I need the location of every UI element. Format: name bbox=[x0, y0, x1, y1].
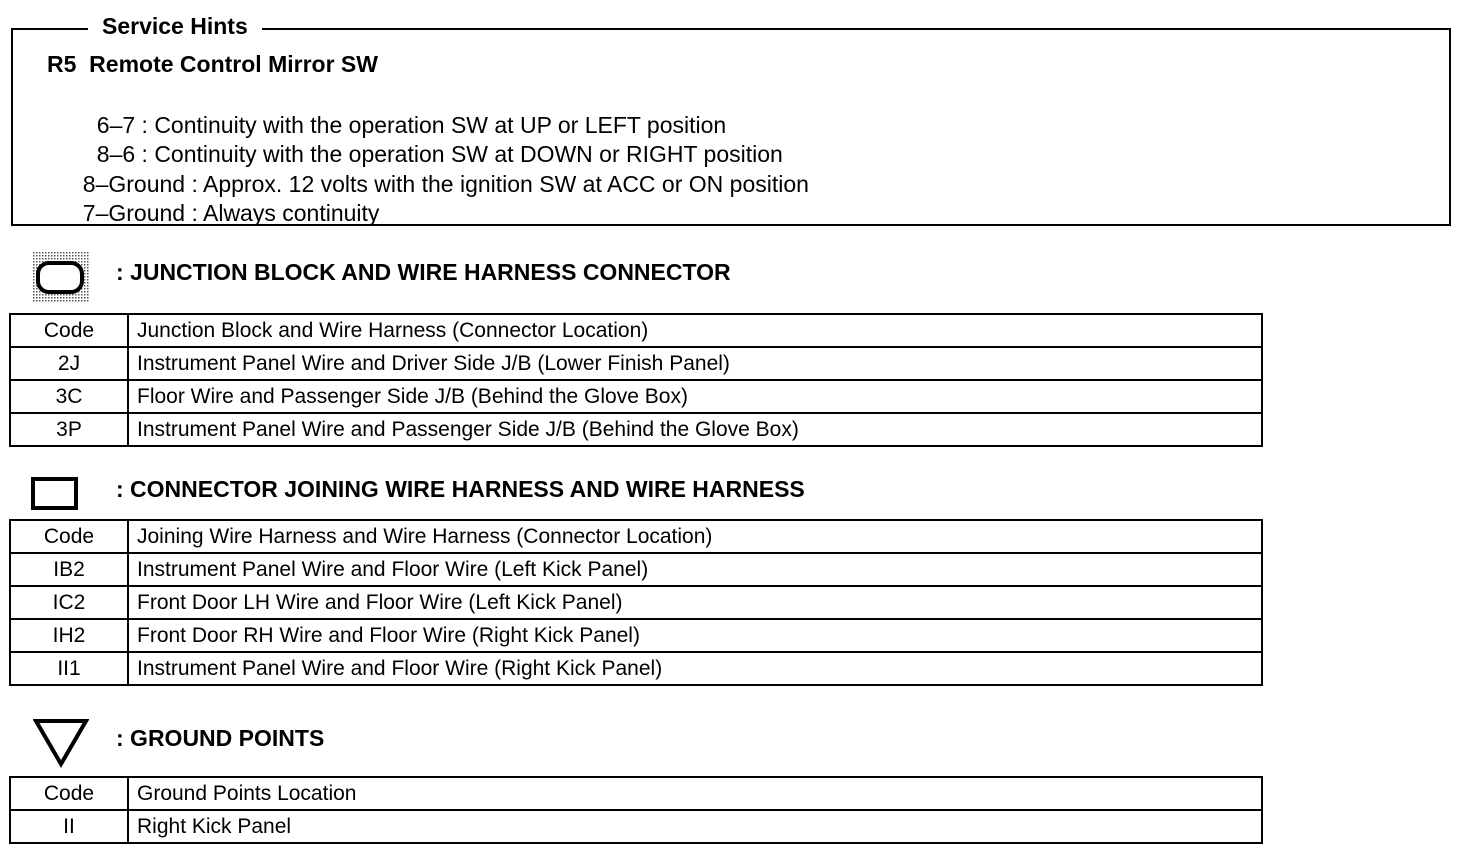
ground-table bbox=[9, 776, 1263, 844]
location-cell: Floor Wire and Passenger Side J/B (Behind the Glove Box) bbox=[128, 380, 1262, 413]
location-header: Ground Points Location bbox=[128, 777, 1262, 810]
hint-desc: : Approx. 12 volts with the ignition SW at ACC or ON position bbox=[185, 171, 809, 197]
junction-table bbox=[9, 313, 1263, 447]
table-row bbox=[10, 810, 1262, 843]
table-row bbox=[10, 380, 1262, 413]
code-cell: IB2 bbox=[10, 553, 128, 586]
hint-term: 6–7 bbox=[96, 112, 136, 138]
table-row bbox=[10, 652, 1262, 685]
location-cell: Right Kick Panel bbox=[128, 810, 1262, 843]
code-header: Code bbox=[10, 777, 128, 810]
code-header: Code bbox=[10, 314, 128, 347]
code-cell: II bbox=[10, 810, 128, 843]
hint-term: 8–6 bbox=[96, 141, 136, 167]
ground-triangle-icon bbox=[33, 718, 89, 768]
code-cell: 3C bbox=[10, 380, 128, 413]
service-hints-title: Service Hints bbox=[88, 12, 262, 40]
table-row bbox=[10, 347, 1262, 380]
table-header-row bbox=[10, 777, 1262, 810]
location-cell: Front Door LH Wire and Floor Wire (Left Kick Panel) bbox=[128, 586, 1262, 619]
code-header: Code bbox=[10, 520, 128, 553]
hint-line bbox=[70, 171, 379, 227]
hint-desc: : Continuity with the operation SW at DOWN or RIGHT position bbox=[135, 141, 783, 167]
table-header-row bbox=[10, 520, 1262, 553]
code-cell: 2J bbox=[10, 347, 128, 380]
location-cell: Instrument Panel Wire and Floor Wire (Left Kick Panel) bbox=[128, 553, 1262, 586]
code-cell: IC2 bbox=[10, 586, 128, 619]
hint-term: 7–Ground bbox=[82, 200, 186, 226]
hint-term: 8–Ground bbox=[82, 171, 186, 197]
connector-section-heading: : CONNECTOR JOINING WIRE HARNESS AND WIRE HARNESS bbox=[116, 476, 805, 502]
table-row bbox=[10, 619, 1262, 652]
table-header-row bbox=[10, 314, 1262, 347]
location-cell: Front Door RH Wire and Floor Wire (Right Kick Panel) bbox=[128, 619, 1262, 652]
connector-symbol-icon bbox=[31, 477, 79, 511]
hint-desc: : Always continuity bbox=[185, 200, 380, 226]
hint-desc: : Continuity with the operation SW at UP or LEFT position bbox=[135, 112, 727, 138]
table-row bbox=[10, 586, 1262, 619]
table-row bbox=[10, 413, 1262, 446]
location-header: Joining Wire Harness and Wire Harness (Connector Location) bbox=[128, 520, 1262, 553]
location-cell: Instrument Panel Wire and Passenger Side J/B (Behind the Glove Box) bbox=[128, 413, 1262, 446]
location-cell: Instrument Panel Wire and Driver Side J/B (Lower Finish Panel) bbox=[128, 347, 1262, 380]
table-row bbox=[10, 553, 1262, 586]
code-cell: 3P bbox=[10, 413, 128, 446]
location-cell: Instrument Panel Wire and Floor Wire (Right Kick Panel) bbox=[128, 652, 1262, 685]
connector-table bbox=[9, 519, 1263, 686]
junction-section-heading: : JUNCTION BLOCK AND WIRE HARNESS CONNECTOR bbox=[116, 259, 731, 285]
code-cell: II1 bbox=[10, 652, 128, 685]
junction-block-symbol-icon bbox=[33, 252, 89, 302]
service-hints-heading: R5 Remote Control Mirror SW bbox=[47, 51, 378, 77]
code-cell: IH2 bbox=[10, 619, 128, 652]
ground-section-heading: : GROUND POINTS bbox=[116, 725, 325, 751]
location-header: Junction Block and Wire Harness (Connector Location) bbox=[128, 314, 1262, 347]
